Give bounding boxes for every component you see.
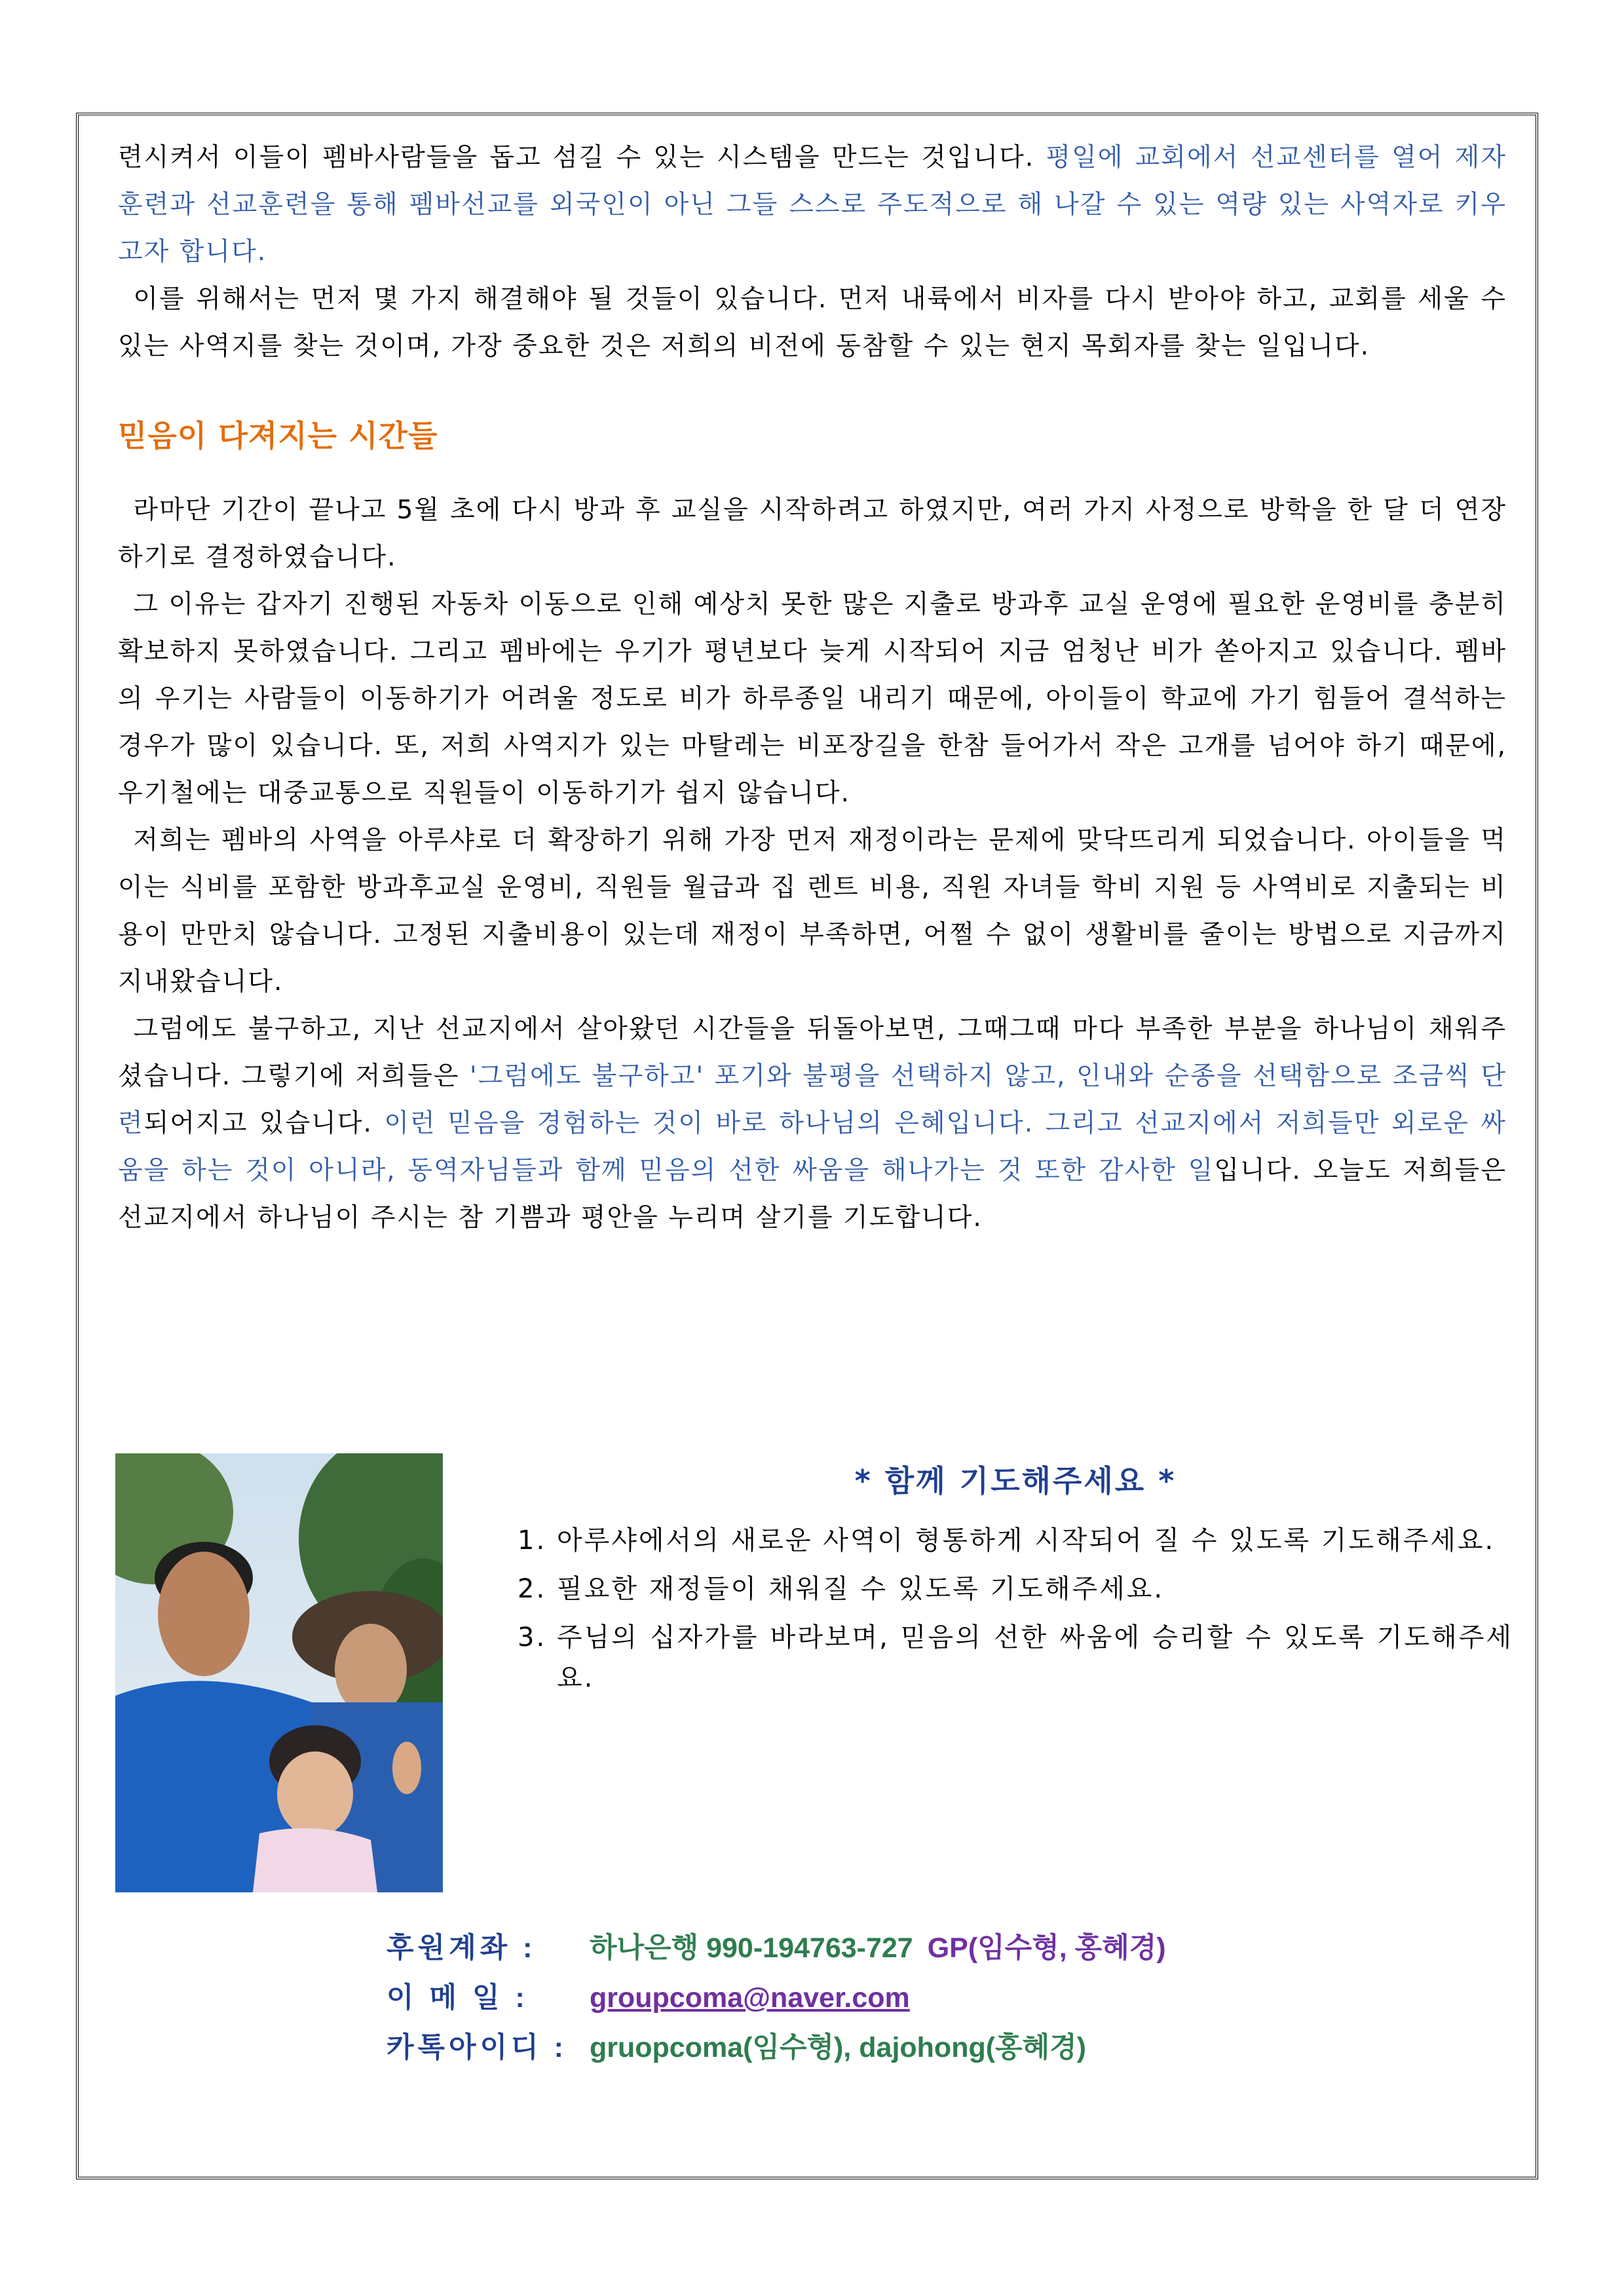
intro-highlight-text: 평일에 교회에서 선교센터를 열어 제자훈련과 선교훈련을 통해 펨바선교를 외국인이 아닌 그들 스스로 주도적으로 해 나갈 수 있는 역량 있는 사역자로 키우고자 합니다. [118,143,1507,267]
family-photo [115,1453,443,1892]
account-value: 하나은행 990-194763-727 [590,1932,913,1964]
contact-info [387,1923,1435,2073]
intro-paragraph-1 [118,134,1507,276]
prayer-item [518,1569,1513,1609]
prayer-item-text: 아루샤에서의 새로운 사역이 형통하게 시작되어 질 수 있도록 기도해주세요. [557,1525,1496,1556]
p4-text-a: 그럼에도 불구하고, 지난 선교지에서 살아왔던 시간들을 뒤돌아보면, 그때그때 마다 부족한 부분을 하나님이 채워주셨습니다. 그렇기에 저희들은 [118,1014,1507,1091]
prayer-item [518,1617,1513,1698]
p4-highlight-d: 이런 믿음을 경험하는 것이 바로 하나님의 은혜입니다. 그리고 선교지에서 저희들만 외로운 싸움을 하는 것이 아니라, 동역자님들과 함께 믿음의 선한 싸움을 해나가는 것 또한 감사한 일 [118,1109,1507,1185]
p4-text-e: 입니다. 오늘도 저희들은 선교지에서 하나님이 주시는 참 기쁨과 평안을 누리며 살기를 기도합니다. [118,1156,1507,1233]
prayer-item-number: 1. [518,1525,547,1556]
account-holder: GP(임수형, 홍혜경) [927,1932,1166,1964]
account-row [387,1923,1435,1973]
email-row [387,1973,1435,2023]
p4-text-c: 되어지고 있습니다. [143,1109,385,1138]
intro-paragraph-2: 이를 위해서는 먼저 몇 가지 해결해야 될 것들이 있습니다. 먼저 내륙에서 비자를 다시 받아야 하고, 교회를 세울 수 있는 사역지를 찾는 것이며, 가장 중요한 것은 저희의 비전에 동참할 수 있는 현지 목회자를 찾는 일입니다. [118,284,1507,361]
section-paragraph-3: 저희는 펨바의 사역을 아루샤로 더 확장하기 위해 가장 먼저 재정이라는 문제에 맞닥뜨리게 되었습니다. 아이들을 먹이는 식비를 포함한 방과후교실 운영비, 직원들 월급과 집 렌트 비용, 직원 자녀들 학비 지원 등 사역비로 지출되는 비용이 만만치 않습니다. 고정된 지출비용이 있는데 재정이 부족하면, 어쩔 수 없이 생활비를 줄이는 방법으로 지금까지 지내왔습니다. [118,826,1507,997]
email-label: 이 메 일 : [387,1982,529,2014]
prayer-title: * 함께 기도해주세요 * [854,1463,1177,1499]
prayer-item [518,1520,1513,1561]
section-paragraph-1: 라마단 기간이 끝나고 5월 초에 다시 방과 후 교실을 시작하려고 하였지만, 여러 가지 사정으로 방학을 한 달 더 연장하기로 결정하였습니다. [118,495,1507,572]
section-paragraph-2: 그 이유는 갑자기 진행된 자동차 이동으로 인해 예상치 못한 많은 지출로 방과후 교실 운영에 필요한 운영비를 충분히 확보하지 못하였습니다. 그리고 펨바에는 우기가 평년보다 늦게 시작되어 지금 엄청난 비가 쏟아지고 있습니다. 펨바의 우기는 사람들이 이동하기가 어려울 정도로 비가 하루종일 내리기 때문에, 아이들이 학교에 가기 힘들어 결석하는 경우가 많이 있습니다. 또, 저희 사역지가 있는 마탈레는 비포장길을 한참 들어가서 작은 고개를 넘어야 하기 때문에, 우기철에는 대중교통으로 직원들이 이동하기가 쉽지 않습니다. [118,590,1507,808]
email-link[interactable]: groupcoma@naver.com [590,1982,910,2014]
p4-highlight-b: '그럼에도 불구하고' 포기와 불평을 선택하지 않고, 인내와 순종을 선택함으로 조금씩 단련 [118,1062,1507,1138]
kakao-value: gruopcoma(임수형), dajohong(홍혜경) [590,2032,1086,2063]
prayer-item-text: 필요한 재정들이 채워질 수 있도록 기도해주세요. [557,1574,1165,1604]
account-label: 후원계좌 : [387,1932,537,1964]
kakao-row [387,2023,1435,2073]
section-paragraph-4 [118,1006,1507,1242]
prayer-list [518,1520,1513,1698]
prayer-item-text: 주님의 십자가를 바라보며, 믿음의 선한 싸움에 승리할 수 있도록 기도해주세요. [557,1622,1513,1693]
prayer-requests [518,1461,1513,1706]
section-title: 믿음이 다져지는 시간들 [118,418,438,453]
kakao-label: 카톡아이디 : [387,2032,567,2063]
prayer-item-number: 2. [518,1574,547,1604]
intro-text: 련시켜서 이들이 펨바사람들을 돕고 섬길 수 있는 시스템을 만드는 것입니다. [118,143,1046,172]
prayer-item-number: 3. [518,1622,547,1653]
main-content [118,134,1507,1242]
